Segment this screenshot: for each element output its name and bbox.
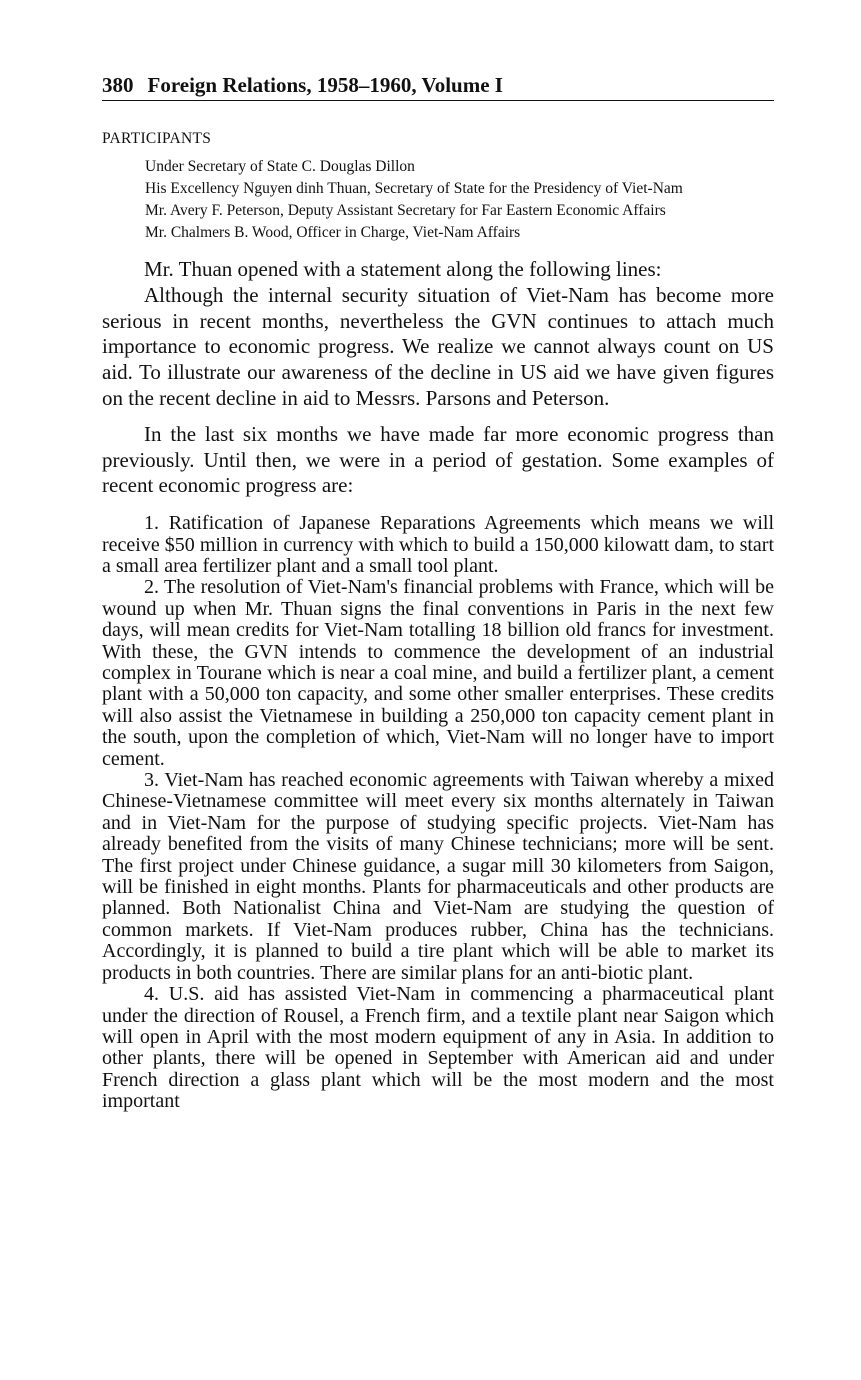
participant-item: Mr. Chalmers B. Wood, Officer in Charge, Viet-Nam Affairs [145, 224, 521, 241]
body-paragraph: Although the internal security situation of Viet-Nam has become more serious in recent months, nevertheless the GVN continues to attach much importance to economic progress. We realize we cannot always count on US aid. To illustrate our awareness of the decline in US aid we have given figures on the recent decline in aid to Messrs. Parsons and Peterson. [102, 282, 774, 410]
examples-list [102, 513, 774, 1112]
participant-item: His Excellency Nguyen dinh Thuan, Secretary of State for the Presidency of Viet-Nam [145, 180, 683, 197]
memo-body [102, 257, 774, 499]
list-item: 4. U.S. aid has assisted Viet-Nam in commencing a pharmaceutical plant under the direction of Rousel, a French firm, and a textile plant near Saigon which will open in April with the most modern equipment of any in Asia. In addition to other plants, there will be opened in September with American aid and under French direction a glass plant which will be the most modern and the most important [102, 983, 774, 1113]
body-paragraph: Mr. Thuan opened with a statement along the following lines: [144, 257, 662, 281]
participant-item: Under Secretary of State C. Douglas Dillon [145, 158, 415, 175]
participants-list [102, 156, 774, 244]
participant-item: Mr. Avery F. Peterson, Deputy Assistant Secretary for Far Eastern Economic Affairs [145, 202, 666, 219]
list-item: 1. Ratification of Japanese Reparations Agreements which means we will receive $50 million in currency with which to build a 150,000 kilowatt dam, to start a small area fertilizer plant and a small tool plant. [102, 512, 774, 577]
running-header [102, 72, 774, 101]
document-page [102, 72, 774, 1113]
list-item: 3. Viet-Nam has reached economic agreements with Taiwan whereby a mixed Chinese-Vietnamese committee will meet every six months alternately in Taiwan and in Viet-Nam for the purpose of studying specific projects. Viet-Nam has already benefited from the visits of many Chinese technicians; more will be sent. The first project under Chinese guidance, a sugar mill 30 kilometers from Saigon, will be finished in eight months. Plants for pharmaceuticals and other products are planned. Both Nationalist China and Viet-Nam are studying the question of common markets. If Viet-Nam produces rubber, China has the technicians. Accordingly, it is planned to build a tire plant which will be able to market its products in both countries. There are similar plans for an anti-biotic plant. [102, 769, 774, 984]
page-number: 380 [102, 73, 134, 97]
volume-title: Foreign Relations, 1958–1960, Volume I [147, 73, 503, 97]
body-paragraph: In the last six months we have made far more economic progress than previously. Until then, we were in a period of gestation. Some examples of recent economic progress are: [102, 421, 774, 498]
participants-heading: PARTICIPANTS [102, 130, 212, 147]
list-item: 2. The resolution of Viet-Nam's financial problems with France, which will be wound up when Mr. Thuan signs the final conventions in Paris in the next few days, will mean credits for Viet-Nam totalling 18 billion old francs for investment. With these, the GVN intends to commence the development of an industrial complex in Tourane which is near a coal mine, and build a fertilizer plant, a cement plant with a 50,000 ton capacity, and some other smaller enterprises. These credits will also assist the Vietnamese in building a 250,000 ton capacity cement plant in the south, upon the completion of which, Viet-Nam will no longer have to import cement. [102, 576, 774, 770]
